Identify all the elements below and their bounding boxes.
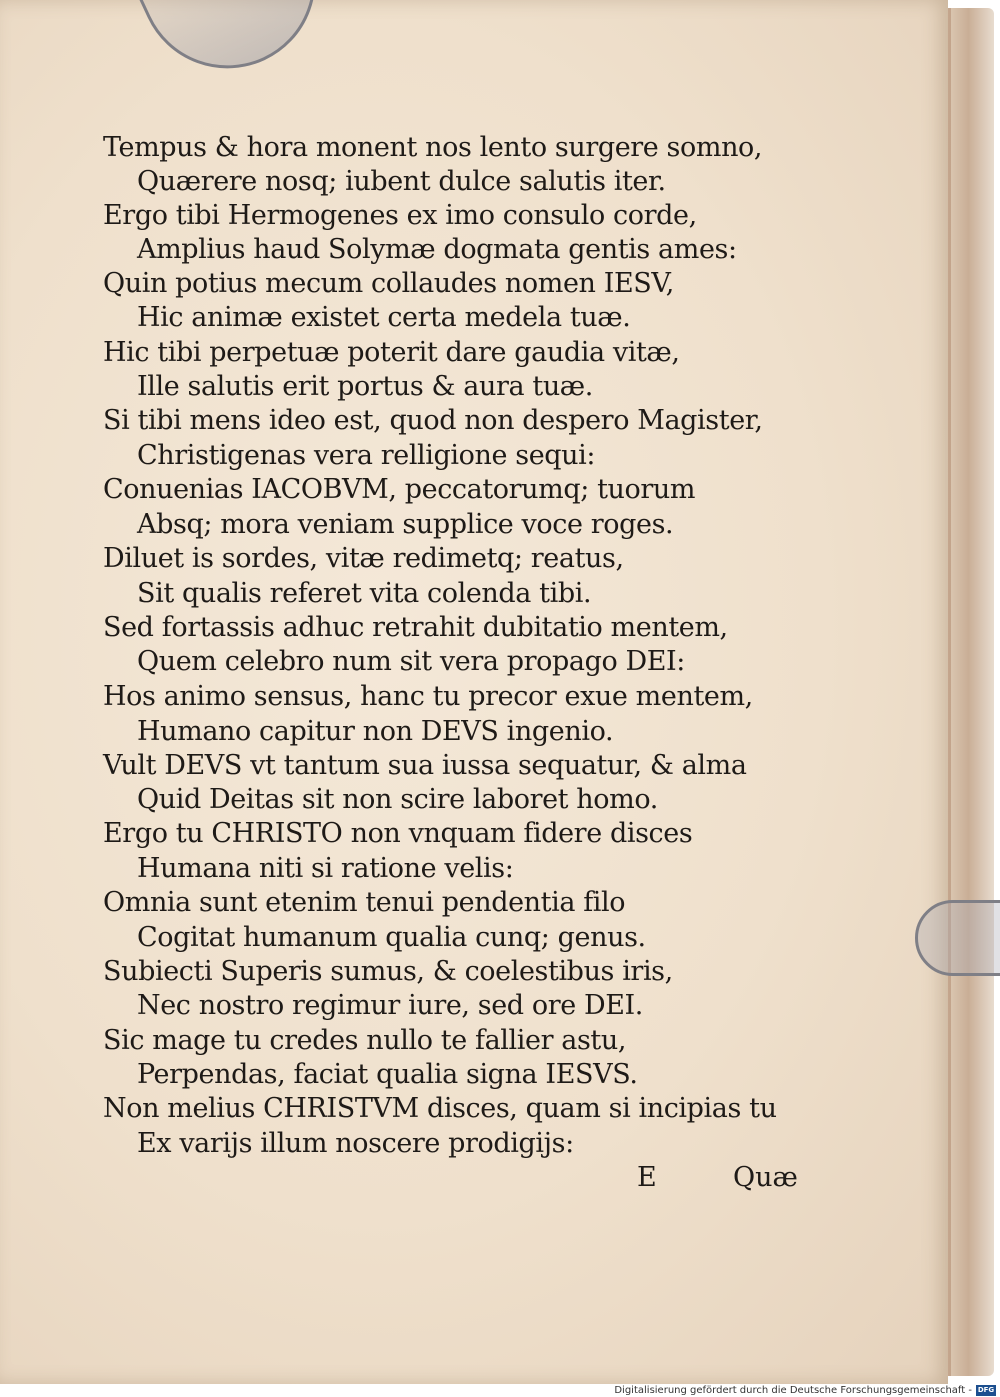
verse-line: Non melius CHRISTVM disces, quam si incipias tu — [103, 1093, 777, 1124]
verse-line: Omnia sunt etenim tenui pendentia filo — [103, 887, 626, 918]
verse-line: Quid Deitas sit non scire laboret homo. — [137, 784, 658, 815]
verse-line: Hic animæ existet certa medela tuæ. — [137, 302, 631, 333]
verse-line: Hos animo sensus, hanc tu precor exue mentem, — [103, 681, 753, 712]
verse-line: Vult DEVS vt tantum sua iussa sequatur, & alma — [103, 750, 747, 781]
verse-line: Sit qualis referet vita colenda tibi. — [137, 578, 592, 609]
verse-line: Subiecti Superis sumus, & coelestibus iris, — [103, 956, 673, 987]
verse-line: Nec nostro regimur iure, sed ore DEI. — [137, 990, 643, 1021]
verse-line: Diluet is sordes, vitæ redimetq; reatus, — [103, 543, 624, 574]
verse-line: Ergo tibi Hermogenes ex imo consulo corde, — [103, 200, 697, 231]
verse-line: Hic tibi perpetuæ poterit dare gaudia vitæ, — [103, 337, 680, 368]
verse-line: Cogitat humanum qualia cunq; genus. — [137, 922, 646, 953]
verse-line: Amplius haud Solymæ dogmata gentis ames: — [137, 234, 737, 265]
verse-line: Humana niti si ratione velis: — [137, 853, 514, 884]
verse-line: Perpendas, faciat qualia signa IESVS. — [137, 1059, 638, 1090]
signature-mark: E — [637, 1162, 657, 1193]
verse-line: Ille salutis erit portus & aura tuæ. — [137, 371, 593, 402]
verse-line: Quin potius mecum collaudes nomen IESV, — [103, 268, 674, 299]
catchword: Quæ — [733, 1162, 798, 1193]
verse-line: Ex varijs illum noscere prodigijs: — [137, 1128, 574, 1159]
verse-line: Humano capitur non DEVS ingenio. — [137, 716, 614, 747]
footer-credit: Digitalisierung gefördert durch die Deutsche Forschungsgemeinschaft - — [614, 1385, 972, 1396]
verse-line: Tempus & hora monent nos lento surgere somno, — [103, 132, 763, 163]
digitization-footer — [0, 1384, 1000, 1397]
verse-line: Conuenias IACOBVM, peccatorumq; tuorum — [103, 474, 696, 505]
verse-line: Quem celebro num sit vera propago DEI: — [137, 646, 686, 677]
verse-line: Quærere nosq; iubent dulce salutis iter. — [137, 166, 666, 197]
verse-line: Absq; mora veniam supplice voce roges. — [137, 509, 674, 540]
verse-line: Sic mage tu credes nullo te fallier astu, — [103, 1025, 627, 1056]
verse-line: Ergo tu CHRISTO non vnquam fidere disces — [103, 818, 693, 849]
verse-line: Sed fortassis adhuc retrahit dubitatio mentem, — [103, 612, 728, 643]
verse-line: Si tibi mens ideo est, quod non despero Magister, — [103, 405, 763, 436]
dfg-logo: DFG — [977, 1386, 995, 1394]
verse-line: Christigenas vera relligione sequi: — [137, 440, 596, 471]
right-page-clip — [915, 900, 1000, 976]
